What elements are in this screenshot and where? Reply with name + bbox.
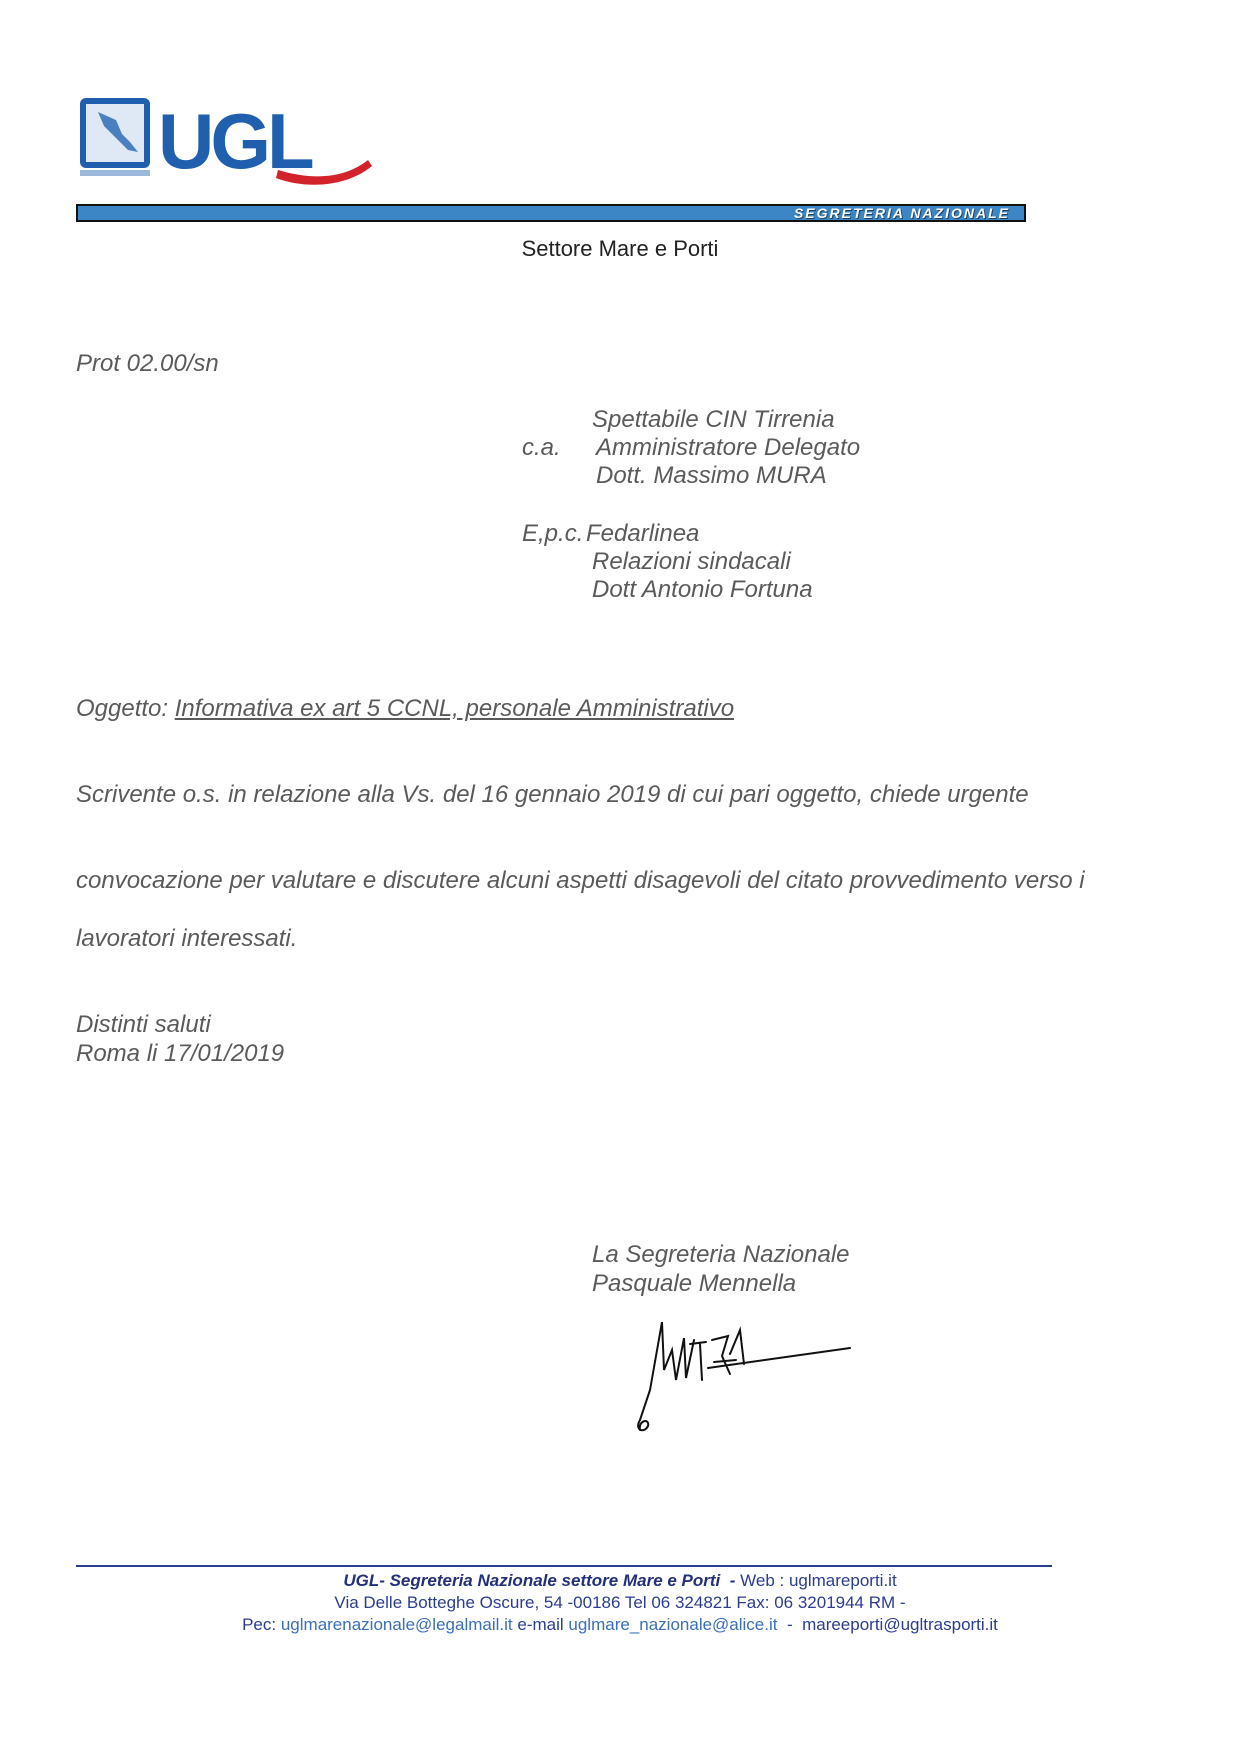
place-date: Roma li 17/01/2019 [76,1040,285,1067]
footer-separator: - [786,1615,793,1634]
footer-email-1[interactable]: uglmare_nazionale@alice.it [568,1615,778,1634]
footer [0,1570,1240,1636]
footer-pec-label: Pec: [242,1615,277,1634]
ca-label: c.a. [522,434,561,461]
body-paragraph-1: Scrivente o.s. in relazione alla Vs. del 16 gennaio 2019 di cui pari oggetto, chiede urgente [76,781,1029,808]
footer-web[interactable]: uglmareporti.it [788,1571,897,1590]
footer-email-label: e-mail [517,1615,564,1634]
protocol-number: Prot 02.00/sn [76,350,219,377]
footer-address: Via Delle Botteghe Oscure, 54 -00186 Tel 06 324821 Fax: 06 3201944 RM - [334,1593,906,1612]
footer-line-3 [0,1614,1240,1636]
footer-web-label-dash: - [725,1571,736,1590]
cc-department: Relazioni sindacali [592,548,791,575]
cc-name: Dott Antonio Fortuna [592,576,813,603]
footer-divider [76,1565,1052,1567]
footer-pec-email[interactable]: uglmarenazionale@legalmail.it [280,1615,513,1634]
signer-name: Pasquale Mennella [592,1270,797,1297]
cc-organization: Fedarlinea [586,520,700,547]
closing-greeting: Distinti saluti [76,1011,211,1038]
footer-email-2[interactable]: mareeporti@ugltrasporti.it [802,1615,998,1634]
recipient-role: Amministratore Delegato [596,434,861,461]
body-paragraph-2: convocazione per valutare e discutere alcuni aspetti disagevoli del citato provvedimento verso i [76,867,1085,894]
ugl-logo [78,90,378,185]
closing-block [76,1010,284,1068]
footer-org: UGL- Segreteria Nazionale settore Mare e Porti [343,1571,721,1590]
recipient-name: Dott. Massimo MURA [596,462,827,489]
signer-block [592,1240,850,1298]
footer-web-label: Web : [735,1571,789,1590]
subject-line [76,695,734,723]
subject-label: Oggetto: [76,695,169,722]
sector-title: Settore Mare e Porti [521,236,719,261]
signer-title: La Segreteria Nazionale [592,1241,850,1268]
epc-label: E,p.c. [522,520,584,547]
footer-line-1 [0,1570,1240,1592]
handwritten-signature [610,1300,860,1440]
logo-text: UGL [158,97,311,185]
body-paragraph-3: lavoratori interessati. [76,925,298,952]
subject-text: Informativa ex art 5 CCNL, personale Amministrativo [174,695,735,722]
header-bar-text: SEGRETERIA NAZIONALE [793,205,1010,221]
recipient-company: Spettabile CIN Tirrenia [592,406,835,433]
header-bar [76,204,1026,222]
